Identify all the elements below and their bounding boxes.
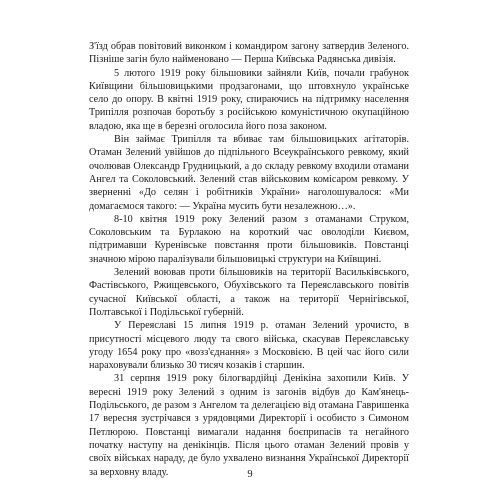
paragraph-5: Зелений воював проти більшовиків на території Васильківського, Фастівського, Ржищевського, Обухівського та Переяславського повітів сучасної Київської області, а також на території Чернігівської, Полтавської і Подільської губерній.	[89, 267, 409, 318]
paragraph-7: 31 серпня 1919 року білогвардійці Денікіна захопили Київ. У вересні 1919 року Зелений з одним із загонів відбув до Кам'янець-Подільського, де разом з Ангелом та делегацією від отамана Гавришенка 17 вересня зустрічався з урядовцями Директорії і особисто з Симоном Петлюрою. Повстанці вимагали надання боєприпасів та негайного початку наступу на денікінців. Після цього отаман Зелений провів у своїх військах нараду, де було ухвалено визнання Української Директорії за верховну владу.	[89, 373, 409, 478]
paragraph-1: З'їзд обрав повітовий виконком і командиром загону затвердив Зеленого. Пізніше загін було найменовано — Перша Київська Радянська дивізія.	[89, 41, 409, 66]
paragraph-2: 5 лютого 1919 року більшовики зайняли Київ, почали грабунок Київщини більшовицькими продзагонами, що штовхнуло українське село до опору. В квітні 1919 року, спираючись на підтримку населення Трипілля розпочав боротьбу з російською комуністичною окупаційною владою, яка ще в березні оголосила його поза законом.	[89, 67, 409, 132]
paragraph-4: 8-10 квітня 1919 року Зелений разом з отаманами Струком, Соколовським та Бурлакою на короткий час оволоділи Києвом, підтримавши Куренівське повстання проти більшовиків. Повстанці значною мірою паралізували більшовицькі структури на Київщині.	[89, 213, 409, 265]
paragraph-6: У Переяславі 15 липня 1919 р. отаман Зелений урочисто, в присутності місцевого люду та свого війська, скасував Переяславську угоду 1654 року про «возз'єднання» з Московією. В цей час його сили нараховували близько 30 тисяч козаків і старшин.	[89, 320, 409, 372]
body-text	[89, 40, 409, 479]
paragraph-3: Він займає Трипілля та вбиває там більшовицьких агітаторів. Отаман Зелений увійшов до підпільного Всеукраїнського ревкому, який очолював Олександр Грудницький, а до складу ревкому входили отамани Ангел та Соколовський. Зелений став військовим комісаром ревкому. У зверненні «До селян і робітників України» наголошувалося: «Ми домагаємося такого: — Україна мусить бути незалежною…».	[89, 134, 409, 212]
page-number: 9	[247, 469, 253, 480]
